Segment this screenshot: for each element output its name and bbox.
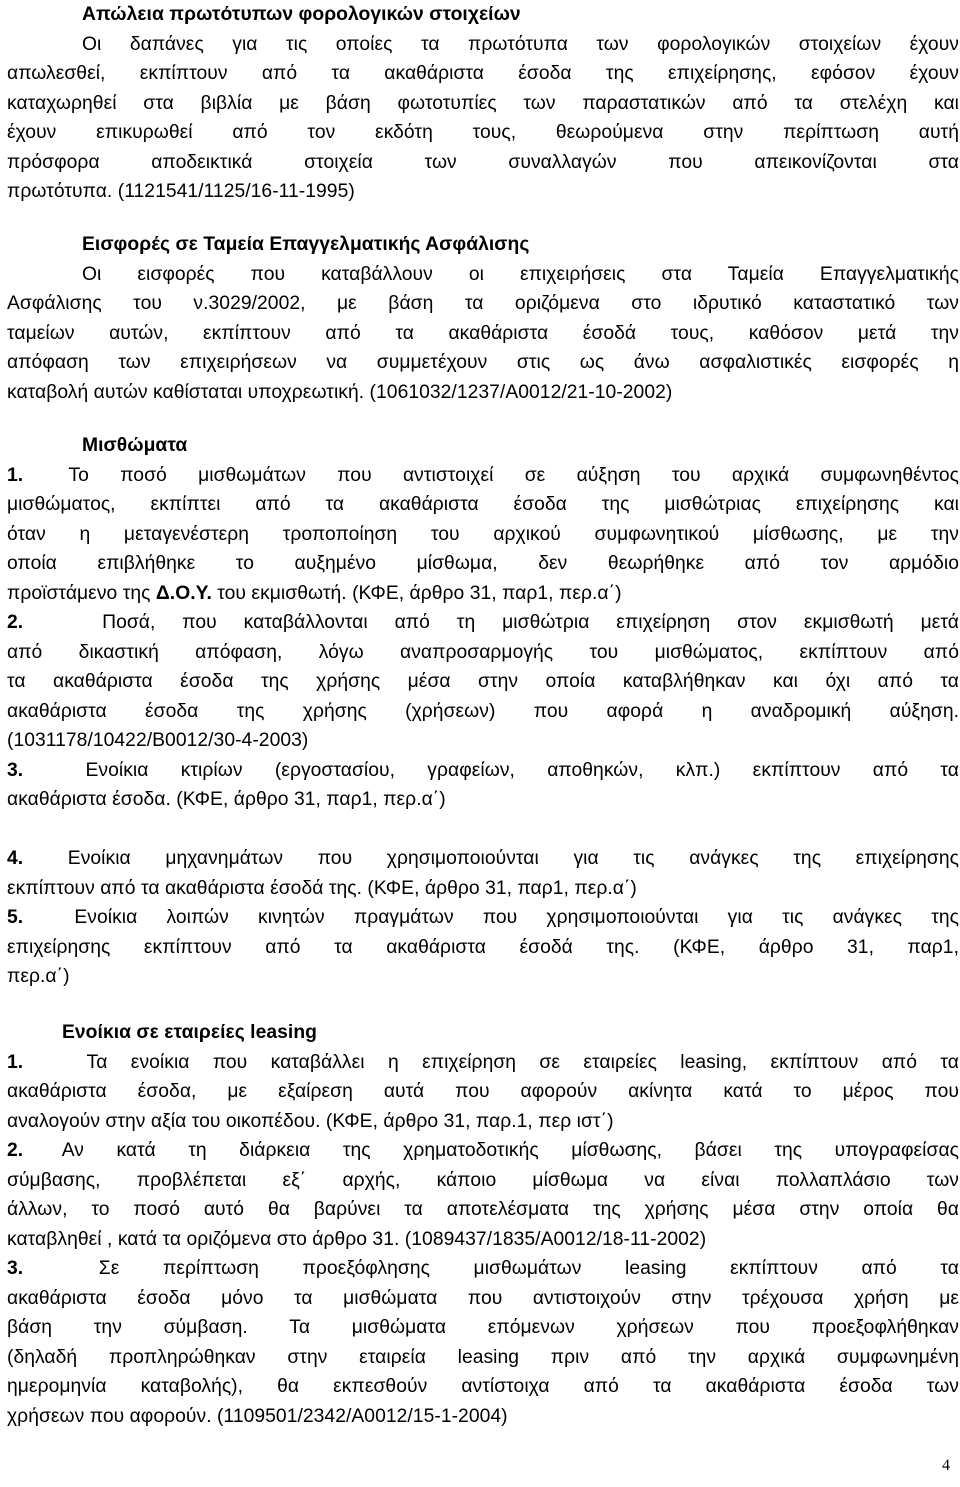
item-number: 5. [7, 907, 24, 928]
list-item-first-line [7, 903, 959, 933]
paragraph-line: Οι δαπάνες για τις οποίες τα πρωτότυπα των φορολογικών στοιχείων έχουν [82, 33, 959, 55]
paragraph-line: ταμείων αυτών, εκπίπτουν από τα ακαθάριστα έσοδά τους, καθόσον μετά την [7, 322, 959, 344]
list-item-first-line [7, 1136, 959, 1166]
paragraph-line: μισθώματος, εκπίπτει από τα ακαθάριστα έσοδα της μισθώτριας επιχείρησης και [7, 494, 959, 515]
paragraph-line: πρόσφορα αποδεικτικά στοιχεία των συναλλαγών που απεικονίζονται στα [7, 151, 959, 173]
paragraph-line: από δικαστική απόφαση, λόγω αναπροσαρμογής του μισθώματος, εκπίπτουν από [7, 641, 959, 663]
paragraph-line: πρωτότυπα. (1121541/1125/16-11-1995) [7, 181, 355, 202]
paragraph-line: περ.α΄) [7, 966, 70, 987]
item-text: Το ποσό μισθωμάτων που αντιστοιχεί σε αύξηση του αρχικά συμφωνηθέντος [68, 464, 959, 486]
paragraph-line: απωλεσθεί, εκπίπτουν από τα ακαθάριστα έσοδα της επιχείρησης, εφόσον έχουν [7, 63, 959, 84]
blank-line [7, 815, 959, 845]
list-item-first-line [7, 844, 959, 874]
section-leasing [7, 1018, 959, 1431]
section-heading: Ενοίκια σε εταιρείες leasing [62, 1022, 317, 1043]
paragraph-line: έχουν επικυρωθεί από τον εκδότη τους, θεωρούμενα στην περίπτωση αυτή [7, 122, 959, 143]
list-item-first-line [7, 608, 959, 638]
item-text: Ποσά, που καταβάλλονται από τη μισθώτρια επιχείρηση στον εκμισθωτή μετά [102, 612, 959, 633]
paragraph-line [7, 579, 959, 609]
item-number: 4. [7, 848, 24, 869]
section-heading: Εισφορές σε Ταμεία Επαγγελματικής Ασφάλισης [82, 234, 530, 255]
section-lost-originals [7, 0, 959, 207]
item-text: Ενοίκια κτιρίων (εργοστασίου, γραφείων, αποθηκών, κλπ.) εκπίπτουν από τα [85, 759, 959, 781]
paragraph-line: Ασφάλισης του ν.3029/2002, με βάση τα οριζόμενα στο ιδρυτικό καταστατικό των [7, 293, 959, 314]
paragraph-line: άλλων, το ποσό αυτό θα βαρύνει τα αποτελέσματα της χρήσης μέσα στην οποία θα [7, 1199, 959, 1220]
paragraph-line: ακαθάριστα έσοδα μόνο τα μισθώματα που αντιστοιχούν στην τρέχουσα χρήση με [7, 1287, 959, 1309]
paragraph-line: όταν η μεταγενέστερη τροποποίηση του αρχικού συμφωνητικού μίσθωσης, με την [7, 523, 959, 545]
inline-text: του εκμισθωτή. (ΚΦΕ, άρθρο 31, παρ1, περ.α΄) [211, 582, 622, 604]
list-item-first-line [7, 1254, 959, 1284]
paragraph-line: τα ακαθάριστα έσοδα της χρήσης μέσα στην οποία καταβλήθηκαν και όχι από τα [7, 671, 959, 692]
paragraph-line: σύμβασης, προβλέπεται εξ΄ αρχής, κάποιο μίσθωμα να είναι πολλαπλάσιο των [7, 1169, 959, 1191]
section-rents [7, 431, 959, 992]
paragraph-line: καταβληθεί , κατά τα οριζόμενα στο άρθρο 31. (1089437/1835/Α0012/18-11-2002) [7, 1228, 707, 1250]
section-heading: Μισθώματα [82, 435, 188, 456]
paragraph-line: (1031178/10422/Β0012/30-4-2003) [7, 730, 309, 751]
paragraph-line: χρήσεων που αφορούν. (1109501/2342/Α0012/15-1-2004) [7, 1405, 508, 1427]
item-number: 3. [7, 1258, 24, 1279]
paragraph-line: ακαθάριστα έσοδα. (ΚΦΕ, άρθρο 31, παρ1, περ.α΄) [7, 789, 446, 810]
item-text: Τα ενοίκια που καταβάλλει η επιχείρηση σε εταιρείες leasing, εκπίπτουν από τα [86, 1051, 959, 1073]
paragraph-line: επιχείρησης εκπίπτουν από τα ακαθάριστα έσοδά της. (ΚΦΕ, άρθρο 31, παρ1, [7, 936, 959, 958]
paragraph-line: ημερομηνία καταβολής), θα εκπεσθούν αντίστοιχα από τα ακαθάριστα έσοδα των [7, 1376, 959, 1397]
paragraph-line: οποία επιβλήθηκε το αυξημένο μίσθωμα, δεν θεωρήθηκε από τον αρμόδιο [7, 553, 959, 574]
paragraph-line: (δηλαδή προπληρώθηκαν στην εταιρεία leasing πριν από την αρχικά συμφωνημένη [7, 1346, 959, 1368]
item-text: Σε περίπτωση προεξόφλησης μισθωμάτων leasing εκπίπτουν από τα [98, 1258, 959, 1279]
item-text: Ενοίκια λοιπών κινητών πραγμάτων που χρησιμοποιούνται για τις ανάγκες της [74, 907, 959, 928]
paragraph-line: απόφαση των επιχειρήσεων να συμμετέχουν στις ως άνω ασφαλιστικές εισφορές η [7, 352, 959, 373]
item-number: 1. [7, 1051, 24, 1073]
section-heading: Απώλεια πρωτότυπων φορολογικών στοιχείων [82, 4, 521, 25]
paragraph-line: ακαθάριστα έσοδα, με εξαίρεση αυτά που αφορούν ακίνητα κατά το μέρος που [7, 1081, 959, 1102]
item-text: Ενοίκια μηχανημάτων που χρησιμοποιούνται για τις ανάγκες της επιχείρησης [67, 848, 959, 869]
item-number: 1. [7, 464, 24, 486]
list-item-first-line [7, 756, 959, 786]
list-item-first-line [7, 1048, 959, 1078]
paragraph-line: καταχωρηθεί στα βιβλία με βάση φωτοτυπίες των παραστατικών από τα στελέχη και [7, 92, 959, 114]
item-text: Αν κατά τη διάρκεια της χρηματοδοτικής μίσθωσης, βάσει της υπογραφείσας [61, 1140, 959, 1161]
page-number: 4 [942, 1457, 950, 1474]
item-number: 3. [7, 759, 24, 781]
inline-text: προϊστάμενο της [7, 582, 156, 604]
item-number: 2. [7, 1140, 24, 1161]
inline-bold-text: Δ.Ο.Υ. [155, 582, 212, 604]
paragraph-line: καταβολή αυτών καθίσταται υποχρεωτική. (1061032/1237/Α0012/21-10-2002) [7, 381, 673, 403]
paragraph-line: ακαθάριστα έσοδα της χρήσης (χρήσεων) που αφορά η αναδρομική αύξηση. [7, 700, 959, 722]
paragraph-line: Οι εισφορές που καταβάλλουν οι επιχειρήσεις στα Ταμεία Επαγγελματικής [82, 263, 959, 285]
paragraph-line: βάση την σύμβαση. Τα μισθώματα επόμενων χρήσεων που προεξοφλήθηκαν [7, 1317, 959, 1338]
paragraph-line: αναλογούν στην αξία του οικοπέδου. (ΚΦΕ, άρθρο 31, παρ.1, περ ιστ΄) [7, 1110, 614, 1132]
paragraph-line: εκπίπτουν από τα ακαθάριστα έσοδά της. (ΚΦΕ, άρθρο 31, παρ1, περ.α΄) [7, 877, 637, 899]
item-number: 2. [7, 612, 24, 633]
list-item-first-line [7, 461, 959, 491]
section-pension-funds [7, 230, 959, 407]
